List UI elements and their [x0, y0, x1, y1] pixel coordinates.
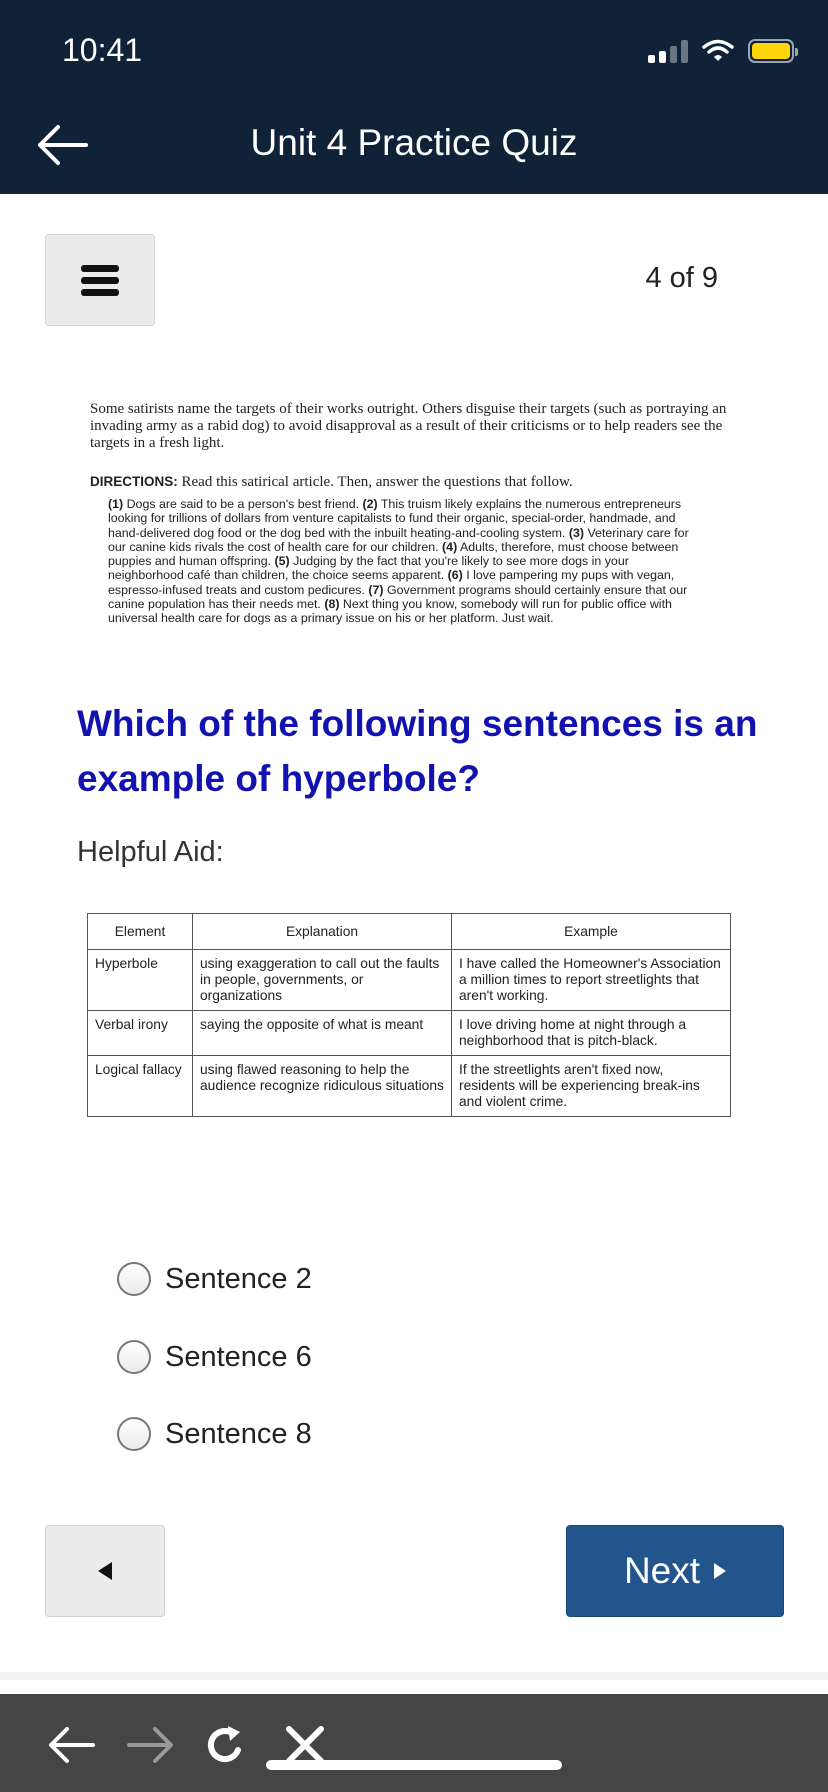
- table-row: [88, 1056, 731, 1117]
- triangle-right-icon: [714, 1563, 726, 1579]
- next-button[interactable]: [566, 1525, 784, 1617]
- passage-directions: [90, 474, 740, 491]
- status-time: 10:41: [62, 32, 143, 68]
- radio-button[interactable]: [117, 1417, 151, 1451]
- question-text: Which of the following sentences is an example of hyperbole?: [77, 703, 758, 799]
- arrow-right-icon: [125, 1723, 177, 1767]
- sentence-number: (5): [274, 554, 290, 569]
- table-header: Explanation: [193, 914, 452, 950]
- table-row: [88, 1011, 731, 1056]
- table-cell: saying the opposite of what is meant: [193, 1011, 452, 1056]
- directions-text: Read this satirical article. Then, answer the questions that follow.: [181, 474, 573, 490]
- table-cell: using exaggeration to call out the faults in people, governments, or organizations: [193, 950, 452, 1011]
- table-cell: If the streetlights aren't fixed now, residents will be experiencing break-ins and violent crime.: [452, 1056, 731, 1117]
- refresh-button[interactable]: [198, 1718, 252, 1772]
- triangle-left-icon: [98, 1562, 112, 1580]
- helpful-aid-label: Helpful Aid:: [77, 836, 224, 868]
- table-cell: using flawed reasoning to help the audience recognize ridiculous situations: [193, 1056, 452, 1117]
- table-row: [88, 950, 731, 1011]
- sentence-number: (8): [324, 597, 340, 612]
- wifi-icon: [702, 39, 734, 63]
- table-cell: Logical fallacy: [88, 1056, 193, 1117]
- sentence-text: This truism likely explains the numerous entrepreneurs looking for trillions of dollars from venture capitalists to fund their organic, special-order, handmade, and hand-delivered dog food or the dog bed with the inbuilt heating-and-cooling system.: [108, 497, 682, 540]
- table-cell: I love driving home at night through a neighborhood that is pitch-black.: [452, 1011, 731, 1056]
- radio-button[interactable]: [117, 1262, 151, 1296]
- answer-option-3[interactable]: [117, 1417, 312, 1451]
- passage-intro: Some satirists name the targets of their works outright. Others disguise their targets (such as portraying an invading army as a rabid dog) to avoid disapproval as a result of their criticisms or to help readers see the targets in a fresh light.: [90, 401, 727, 451]
- app-header: [0, 0, 828, 194]
- cellular-signal-icon: [648, 39, 688, 63]
- table-header-row: [88, 914, 731, 950]
- sentence-number: (7): [368, 582, 384, 597]
- browser-back-button[interactable]: [44, 1718, 98, 1772]
- satirical-article: [108, 497, 708, 626]
- table-cell: Hyperbole: [88, 950, 193, 1011]
- home-indicator: [266, 1760, 562, 1770]
- sentence-text: Dogs are said to be a person's best friend.: [126, 497, 360, 511]
- table-cell: Verbal irony: [88, 1011, 193, 1056]
- sentence-text: I love pampering my pups with vegan, espresso-infused treats and custom pedicures.: [108, 568, 675, 597]
- answer-option-1[interactable]: [117, 1262, 312, 1296]
- option-label: Sentence 2: [165, 1262, 312, 1295]
- page-title: Unit 4 Practice Quiz: [250, 122, 578, 163]
- sentence-text: Veterinary care for our canine kids rivals the cost of health care for our children.: [108, 525, 689, 554]
- question-progress: 4 of 9: [645, 262, 718, 294]
- option-label: Sentence 6: [165, 1340, 312, 1373]
- sentence-number: (4): [442, 539, 458, 554]
- sentence-text: Judging by the fact that you're likely to see more dogs in your neighborhood café than children, the choice seems apparent.: [108, 554, 629, 583]
- option-label: Sentence 8: [165, 1417, 312, 1450]
- answer-option-2[interactable]: [117, 1340, 312, 1374]
- table-header: Example: [452, 914, 731, 950]
- table-cell: I have called the Homeowner's Association a million times to report streetlights that aren't working.: [452, 950, 731, 1011]
- radio-button[interactable]: [117, 1340, 151, 1374]
- previous-button[interactable]: [45, 1525, 165, 1617]
- refresh-icon: [202, 1722, 248, 1768]
- hamburger-menu-icon: [81, 265, 119, 296]
- sentence-text: Government programs should certainly ensure that our canine population has their needs met.: [108, 582, 688, 612]
- status-icons: [648, 36, 794, 66]
- sentence-text: Adults, therefore, must choose between puppies and human offspring.: [108, 539, 679, 569]
- battery-icon: [748, 39, 794, 63]
- helpful-aid-table: [87, 913, 731, 1117]
- browser-forward-button[interactable]: [124, 1718, 178, 1772]
- table-header: Element: [88, 914, 193, 950]
- sentence-text: Next thing you know, somebody will run for public office with universal health care for dogs as a primary issue on his or her platform. Just wait.: [108, 597, 672, 626]
- divider: [0, 1672, 828, 1680]
- browser-toolbar: [0, 1694, 828, 1792]
- sentence-number: (2): [362, 497, 378, 511]
- next-button-label: Next: [623, 1550, 701, 1591]
- arrow-left-icon: [45, 1723, 97, 1767]
- sentence-number: (1): [108, 497, 124, 511]
- menu-button[interactable]: [45, 234, 155, 326]
- sentence-number: (6): [447, 568, 463, 583]
- directions-label: DIRECTIONS:: [90, 474, 178, 489]
- sentence-number: (3): [568, 525, 584, 540]
